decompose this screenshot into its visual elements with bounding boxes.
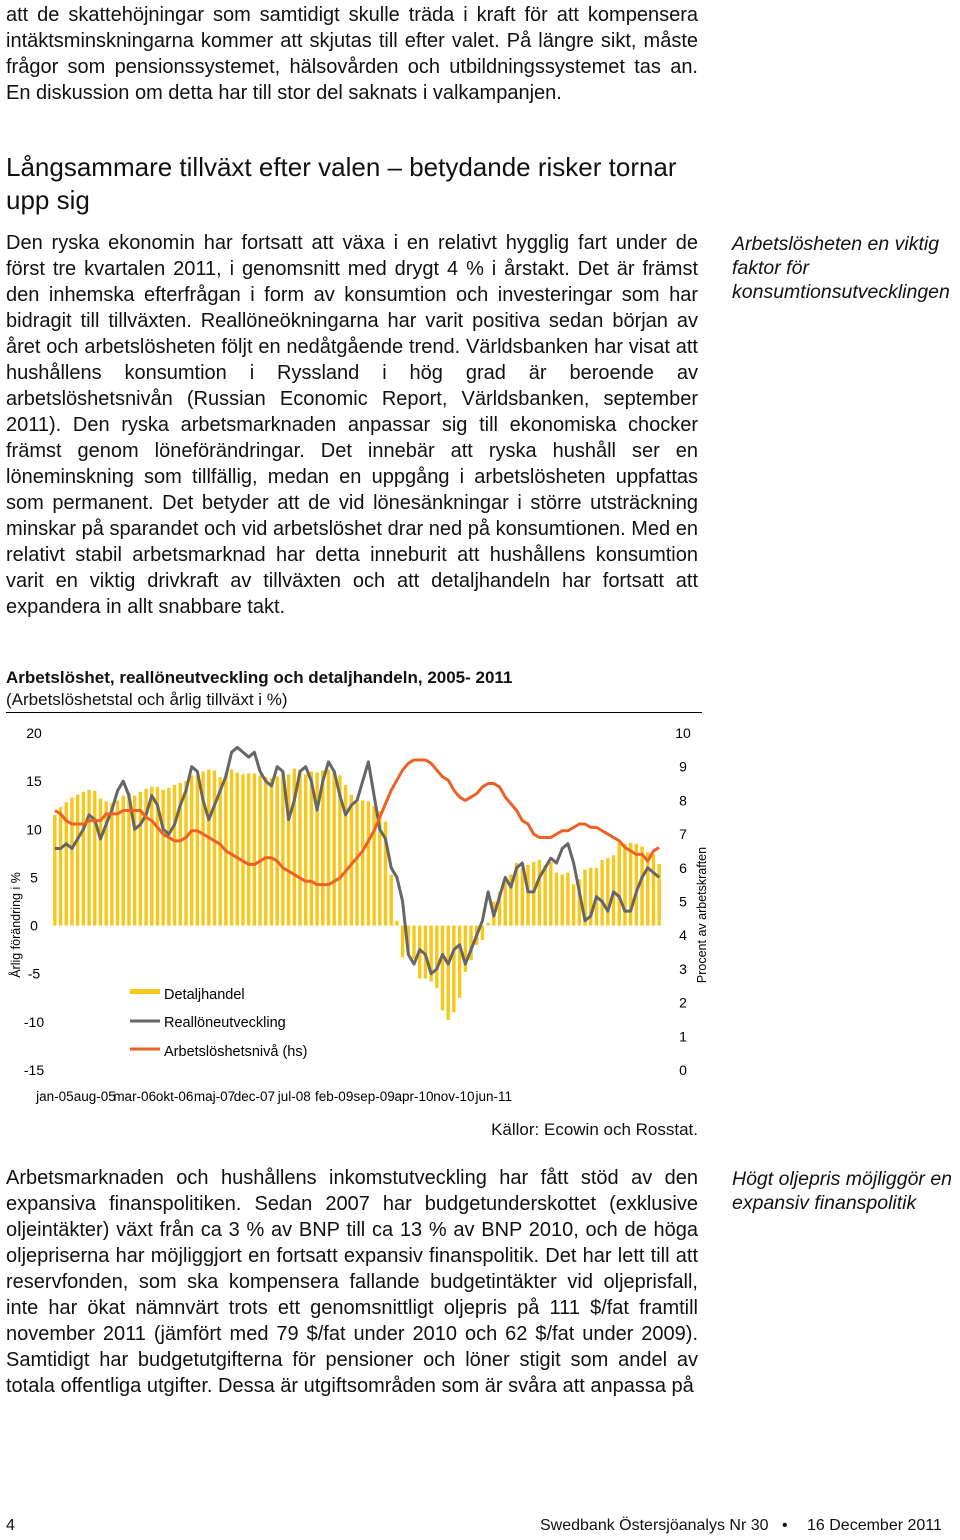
bar-detaljhandel — [258, 775, 261, 925]
y2-tick-label: 5 — [679, 893, 687, 910]
bar-detaljhandel — [281, 772, 284, 925]
bar-detaljhandel — [504, 882, 507, 925]
footer-bullet: • — [782, 1517, 788, 1534]
y-tick-label: -10 — [23, 1013, 45, 1030]
bar-detaljhandel — [441, 926, 444, 1011]
y2-tick-label: 3 — [679, 960, 687, 977]
bar-detaljhandel — [600, 860, 603, 925]
bar-detaljhandel — [657, 864, 660, 926]
bar-detaljhandel — [435, 926, 438, 989]
bar-detaljhandel — [543, 865, 546, 926]
bar-detaljhandel — [241, 774, 244, 925]
y-tick-label: 20 — [26, 725, 42, 741]
chart-title: Arbetslöshet, reallöneutveckling och detaljhandeln, 2005- 2011 — [6, 668, 513, 687]
bar-detaljhandel — [167, 788, 170, 926]
chart — [0, 715, 720, 1115]
x-axis-ticks — [35, 1089, 512, 1104]
bar-detaljhandel — [275, 776, 278, 925]
legend-label-reallon: Reallöneutveckling — [164, 1015, 286, 1031]
bar-detaljhandel — [652, 854, 655, 925]
bar-detaljhandel — [196, 775, 199, 925]
bar-detaljhandel — [555, 873, 558, 926]
y2-tick-label: 4 — [679, 927, 687, 944]
y-tick-label: 10 — [26, 821, 42, 838]
x-tick-label: apr-10 — [394, 1089, 434, 1104]
bar-detaljhandel — [486, 923, 489, 926]
bar-detaljhandel — [247, 773, 250, 925]
bar-detaljhandel — [623, 844, 626, 926]
y2-tick-label: 7 — [679, 826, 687, 843]
bar-detaljhandel — [401, 926, 404, 958]
bar-detaljhandel — [270, 778, 273, 925]
bar-detaljhandel — [332, 772, 335, 926]
chart-top-rule — [6, 712, 702, 713]
bar-detaljhandel — [412, 926, 415, 960]
bar-detaljhandel — [93, 791, 96, 926]
x-tick-label: feb-09 — [315, 1089, 354, 1104]
bar-detaljhandel — [116, 800, 119, 925]
bar-detaljhandel — [367, 801, 370, 925]
legend — [130, 987, 307, 1060]
bar-detaljhandel — [350, 795, 353, 926]
bar-detaljhandel — [213, 771, 216, 926]
chart-subtitle: (Arbetslöshetstal och årlig tillväxt i %) — [6, 690, 288, 709]
y-tick-label: 15 — [26, 773, 42, 790]
bar-detaljhandel — [298, 770, 301, 926]
bar-detaljhandel — [173, 785, 176, 926]
body-paragraph-2: Arbetsmarknaden och hushållens inkomstutveckling har fått stöd av den expansiva finanspolitiken. Sedan 2007 har budgetunderskottet (exklusive oljeintäkter) växt från ca 3 % av BNP till ca 13 % av BNP 2010, och de höga oljepriserna har möjliggjort en fortsatt expansiv finanspolitik. Det har lett till att reservfonden, som ska kompensera fallande budgetintäkter vid oljeprisfall, inte har ökat nämnvärt trots ett genomsnittligt oljepris på 111 $/fat framtill november 2011 (jämfört med 79 $/fat under 2010 och 62 $/fat under 2009). Samtidigt har budgetutgifterna för pensioner och löner stigit som andel av totala offentliga utgifter. Dessa är utgiftsområden som är svåra att anpassa på — [6, 1167, 698, 1397]
chart-source: Källor: Ecowin och Rosstat. — [491, 1120, 698, 1139]
legend-label-arbetsloshet: Arbetslöshetsnivå (hs) — [164, 1044, 308, 1060]
bar-detaljhandel — [532, 862, 535, 926]
bar-detaljhandel — [606, 858, 609, 925]
bar-detaljhandel — [122, 796, 125, 926]
y2-tick-label: 6 — [679, 859, 687, 876]
bar-detaljhandel — [538, 860, 541, 925]
y2-tick-label: 2 — [679, 994, 687, 1011]
bar-detaljhandel — [264, 777, 267, 925]
bar-detaljhandel — [184, 781, 187, 925]
bar-detaljhandel — [218, 777, 221, 925]
bar-detaljhandel — [561, 875, 564, 926]
bar-detaljhandel — [127, 793, 130, 926]
bar-detaljhandel — [549, 862, 552, 926]
bar-detaljhandel — [452, 926, 455, 1013]
footer-page-number: 4 — [6, 1517, 15, 1534]
bar-detaljhandel — [304, 774, 307, 925]
x-tick-label: sep-09 — [353, 1089, 395, 1104]
intro-paragraph: att de skattehöjningar som samtidigt skulle träda i kraft för att kompensera intäktsminskningarna kommer att skjutas till efter valet. På längre sikt, måste frågor som pensionssystemet, hälsovården och utbildningssystemet tas an. En diskussion om detta har till stor del saknats i valkampanjen. — [6, 4, 698, 104]
y2-tick-label: 9 — [679, 758, 687, 775]
y-tick-label: 5 — [30, 869, 38, 886]
bar-detaljhandel — [76, 795, 79, 926]
bar-detaljhandel — [59, 807, 62, 925]
bar-detaljhandel — [110, 803, 113, 925]
bar-detaljhandel — [526, 865, 529, 926]
legend-swatch-detaljhandel — [130, 989, 160, 994]
bar-detaljhandel — [629, 843, 632, 926]
left-axis-ticks — [24, 725, 44, 1078]
body-paragraph-1: Den ryska ekonomin har fortsatt att växa i en relativt hygglig fart under de först tre kvartalen 2011, i genomsnitt med drygt 4 % i årstakt. Det är främst den inhemska efterfrågan i form av konsumtion och investeringar som har bidragit till tillväxten. Reallöneökningarna har varit positiva sedan början av året och arbetslösheten följt en nedåtgående trend. Världsbanken har visat att hushållens konsumtion i Ryssland i hög grad är beroende av arbetslöshetsnivån (Russian Economic Report, Världsbanken, september 2011). Den ryska arbetsmarknaden anpassar sig till ekonomiska chocker främst genom löneförändringar. Det innebär att ryska hushåll ser en löneminskning som tillfällig, medan en uppgång i arbetslösheten uppfattas som permanent. Det betyder att de vid lönesänkningar i större utsträckning minskar på sparandet och vid arbetslöshet drar ned på konsumtionen. Med en relativt stabil arbetsmarknad har detta inneburit att hushållens konsumtion varit en viktig drivkraft av tillväxten och att detaljhandeln har fortsatt att expandera in allt snabbare takt. — [6, 232, 698, 618]
x-tick-label: nov-10 — [433, 1089, 475, 1104]
x-tick-label: jul-08 — [277, 1089, 311, 1104]
bar-detaljhandel — [190, 775, 193, 925]
bar-detaljhandel — [635, 844, 638, 926]
bar-detaljhandel — [207, 770, 210, 926]
bar-detaljhandel — [640, 847, 643, 926]
footer-publication: Swedbank Östersjöanalys Nr 30 — [540, 1517, 769, 1534]
y2-tick-label: 0 — [679, 1062, 687, 1078]
bar-detaljhandel — [646, 852, 649, 925]
x-tick-label: maj-07 — [193, 1089, 236, 1104]
bar-detaljhandel — [327, 770, 330, 926]
section-heading: Långsammare tillväxt efter valen – betydande risker tornar upp sig — [6, 152, 677, 215]
right-axis-ticks — [675, 725, 691, 1078]
bar-detaljhandel — [447, 926, 450, 1020]
y-tick-label: -15 — [23, 1062, 45, 1078]
x-tick-label: jun-11 — [475, 1089, 513, 1104]
y2-tick-label: 1 — [679, 1028, 687, 1045]
retail-bars — [53, 769, 661, 1020]
bar-detaljhandel — [566, 873, 569, 926]
bar-detaljhandel — [361, 800, 364, 925]
footer-date: 16 December 2011 — [807, 1517, 942, 1534]
bar-detaljhandel — [458, 926, 461, 998]
bar-detaljhandel — [355, 802, 358, 925]
bar-detaljhandel — [87, 790, 90, 926]
x-tick-label: dec-07 — [233, 1089, 276, 1104]
margin-note-unemployment: Arbetslösheten en viktig faktor för konsumtionsutvecklingen — [732, 233, 950, 303]
bar-detaljhandel — [150, 787, 153, 926]
bar-detaljhandel — [161, 790, 164, 926]
x-tick-label: mar-06 — [113, 1089, 157, 1104]
x-tick-label: okt-06 — [155, 1089, 194, 1104]
y-tick-label: 0 — [30, 917, 38, 934]
right-axis-title: Procent av arbetskraften — [695, 846, 709, 984]
bar-detaljhandel — [315, 772, 318, 925]
legend-label-detaljhandel: Detaljhandel — [164, 987, 245, 1003]
x-tick-label: jan-05 — [36, 1089, 74, 1104]
x-tick-label: aug-05 — [73, 1089, 116, 1104]
bar-detaljhandel — [618, 843, 621, 926]
left-axis-title: Årlig förändring i % — [9, 872, 23, 978]
bar-detaljhandel — [82, 792, 85, 926]
bar-detaljhandel — [230, 770, 233, 926]
bar-detaljhandel — [236, 772, 239, 925]
y2-tick-label: 8 — [679, 792, 687, 809]
y-tick-label: -5 — [27, 965, 41, 982]
bar-detaljhandel — [70, 798, 73, 926]
y2-tick-label: 10 — [675, 725, 691, 741]
bar-detaljhandel — [395, 921, 398, 926]
bar-detaljhandel — [572, 884, 575, 925]
bar-detaljhandel — [253, 773, 256, 925]
bar-detaljhandel — [53, 815, 56, 926]
bar-detaljhandel — [390, 875, 393, 926]
margin-note-oil: Högt oljepris möjliggör en expansiv finanspolitik — [732, 1168, 953, 1214]
